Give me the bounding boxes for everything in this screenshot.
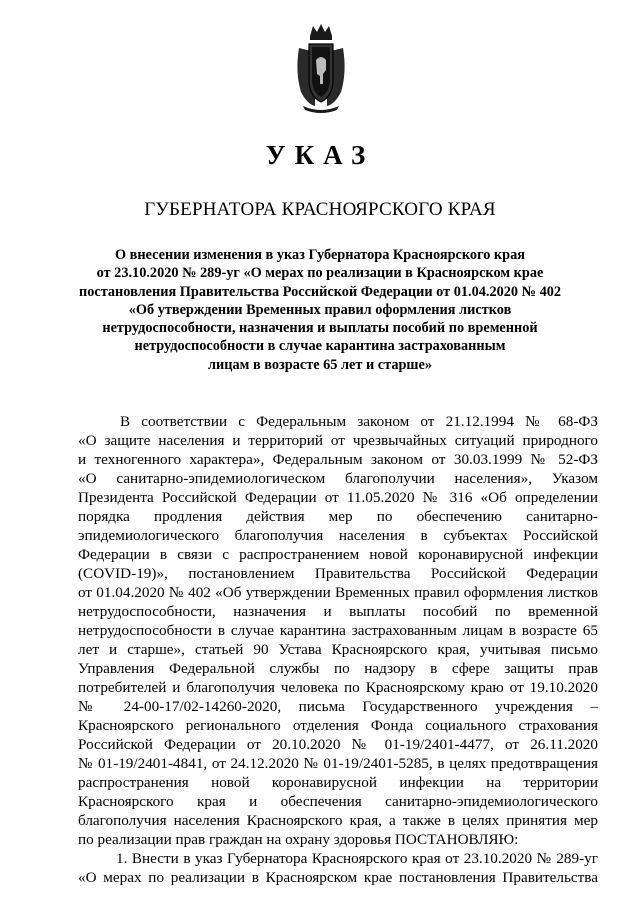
body-line: нетрудоспособности в случае карантина застрахованным лицам в возрасте 65	[78, 622, 598, 639]
body-line: № 24-00-17/02-14260-2020, письма Государственного учреждения –	[78, 698, 598, 715]
body-line: и техногенного характера», Федеральным законом от 30.03.1999 № 52-ФЗ	[78, 451, 598, 468]
body-line: эпидемиологического благополучия населения в субъектах Российской	[78, 527, 598, 544]
body-line: по реализации прав граждан на охрану здоровья ПОСТАНОВЛЯЮ:	[78, 831, 519, 848]
body-line: порядка продления действия мер по обеспечению санитарно-	[78, 508, 598, 525]
heading-line: «Об утверждении Временных правил оформления листков	[128, 301, 512, 318]
body-line: распространения новой коронавирусной инфекции на территории	[78, 774, 598, 791]
body-line: 1. Внести в указ Губернатора Красноярского края от 23.10.2020 № 289-уг	[116, 850, 598, 867]
heading-line: нетрудоспособности, назначения и выплаты пособий по временной	[102, 320, 538, 337]
body-line: В соответствии с Федеральным законом от 21.12.1994 № 68-ФЗ	[120, 413, 598, 430]
heading-line: постановления Правительства Российской Федерации от 01.04.2020 № 402	[78, 283, 562, 300]
body-line: благополучия населения Красноярского края, а также в целях принятия мер	[78, 812, 598, 829]
decree-body	[78, 412, 598, 887]
heading-line: О внесении изменения в указ Губернатора Красноярского края	[114, 247, 525, 263]
body-line: Красноярского края и обеспечения санитарно-эпидемиологического	[78, 793, 598, 810]
body-line: «О защите населения и территорий от чрезвычайных ситуаций природного	[78, 432, 598, 449]
heading-line: лицам в возрасте 65 лет и старше»	[207, 356, 432, 373]
body-line: нетрудоспособности, назначения и выплаты пособий по временной	[78, 603, 598, 620]
body-line: Президента Российской Федерации от 11.05.2020 № 316 «Об определении	[78, 489, 598, 506]
decree-heading	[60, 246, 580, 374]
body-line: Управления Федеральной службы по надзору в сфере защиты прав	[78, 660, 598, 677]
body-line: от 01.04.2020 № 402 «Об утверждении Временных правил оформления листков	[78, 584, 598, 601]
coat-of-arms-emblem	[293, 22, 349, 114]
body-line: «О мерах по реализации в Красноярском крае постановления Правительства	[78, 869, 598, 886]
body-line: (COVID-19)», постановлением Правительства Российской Федерации	[78, 565, 598, 582]
body-line: «О санитарно-эпидемиологическом благополучии населения», Указом	[78, 470, 598, 487]
body-line: потребителей и благополучия человека по Красноярскому краю от 19.10.2020	[78, 679, 598, 696]
heading-line: нетрудоспособности в случае карантина застрахованным	[134, 338, 506, 355]
body-line: Красноярского регионального отделения Фонда социального страхования	[78, 717, 598, 734]
issuer-title: ГУБЕРНАТОРА КРАСНОЯРСКОГО КРАЯ	[144, 199, 496, 220]
decree-title: УКАЗ	[265, 140, 375, 170]
body-line: Российской Федерации от 20.10.2020 № 01-19/2401-4477, от 26.11.2020	[78, 736, 598, 753]
body-line: лет и старше», статьей 90 Устава Красноярского края, учитывая письмо	[78, 641, 598, 658]
heading-line: от 23.10.2020 № 289-уг «О мерах по реализации в Красноярском крае	[96, 265, 544, 282]
body-line: Федерации в связи с распространением новой коронавирусной инфекции	[78, 546, 598, 563]
body-line: № 01-19/2401-4841, от 24.12.2020 № 01-19/2401-5285, в целях предотвращения	[78, 755, 598, 772]
